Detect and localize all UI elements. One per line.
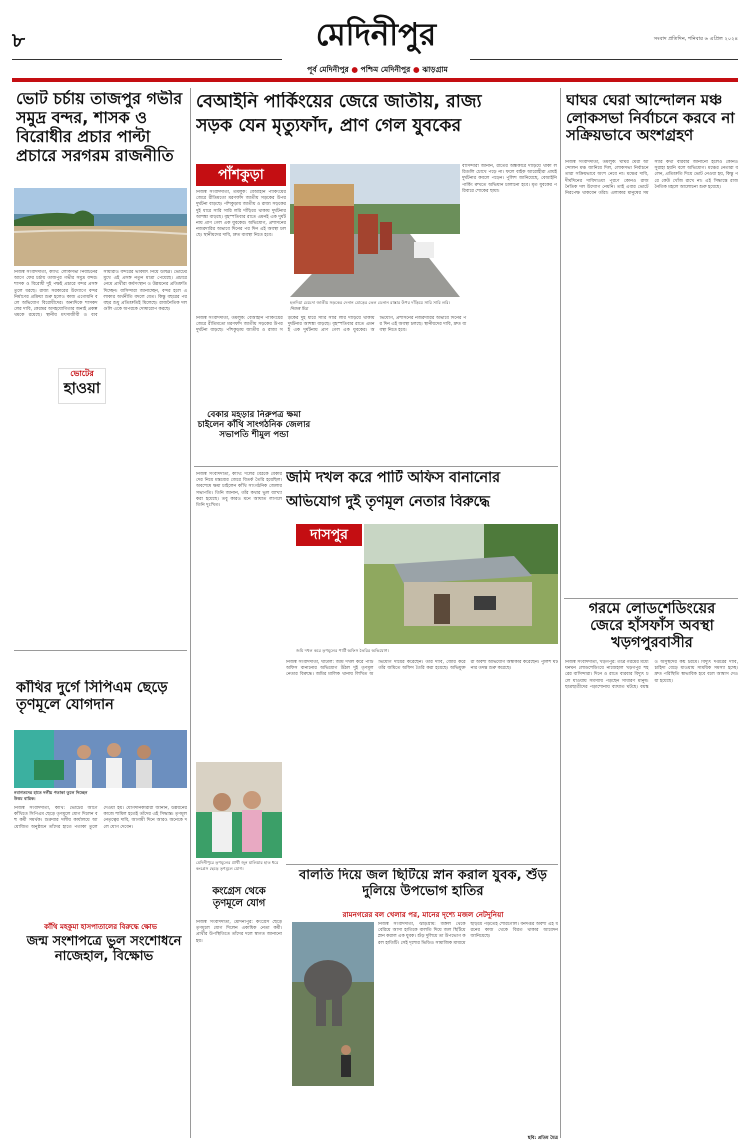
elephant-subhead: রামনগরের বল খেলার পর, মানের দৃশ্যে মজল নেটদুনিয়া <box>342 910 504 919</box>
land-headline-line2: অভিযোগ দুই তৃণমূল নেতার বিরুদ্ধে <box>286 494 490 510</box>
main-headline-line2: সড়ক যেন মৃত্যুফাঁদ, প্রাণ গেল যুবকের <box>196 116 462 136</box>
land-headline-line1: জমি দখল করে পার্টি অফিস বানানোর <box>286 470 501 486</box>
center-rule-2 <box>286 864 558 865</box>
logo-main-text: হাওয়া <box>63 379 101 397</box>
logo-top-text: ভোটের <box>70 369 94 378</box>
main-body-left: নিজস্ব সংবাদদাতা, তমলুক: বেআইনি পার্কিংয়ের জেরে রীতিমতো মরণফাঁদ জাতীয় সড়কের উপর দুর্ঘটনা বাড়ছে। পাঁশকুড়ায় জাতীয় ও রাজ্য সড়কের দুই ধারে সারি সারি লরি দাঁড়িয়ে থাকায় দুর্ঘটনার আশঙ্কা বাড়ছে। বৃহস্পতিবার রাতে এমনই এক দুর্ঘটনায় প্রাণ গেল এক যুবকের। অভিযোগ, প্রশাসনের নজরদারির অভাবে দিনের পর দিন এই অবস্থা চলছে। স্থানীয়দের দাবি, দ্রুত ব্যবস্থা নিতে হবে। <box>196 190 286 239</box>
tajpur-body: নিজস্ব সংবাদদাতা, কাঁথি: লোকসভা নির্বাচনের আগে ফের চর্চায় তাজপুর গভীর সমুদ্র বন্দর। শাসক ও বিরোধী দুই পক্ষই প্রচারে বন্দর প্রসঙ্গ তুলে ধরছে। রাজ্য সরকারের উদ্যোগে বন্দর নির্মাণের প্রক্রিয়া শুরু হলেও কাজ এগোয়নি বলে অভিযোগ বিরোধীদের। অন্যদিকে শাসকদলের দাবি, কেন্দ্রের অসহযোগিতার জন্যই প্রকল্প থমকে রয়েছে। স্থানীয় মৎস্যজীবী ও ব্যবসায়ীরাও বন্দরের ভবিষ্যৎ নিয়ে উদ্বিগ্ন। ভোটের মুখে এই প্রসঙ্গ নতুন মাত্রা পেয়েছে। প্রচারে নেমে প্রার্থীরা কর্মসংস্থান ও উন্নয়নের প্রতিশ্রুতি দিচ্ছেন। বাসিন্দারা জানাচ্ছেন, বন্দর হলে এলাকার অর্থনীতি বদলে যেত। কিন্তু বছরের পর বছর শুধু প্রতিশ্রুতিই মিলেছে। রাজনৈতিক দলগুলি একে অপরকে দোষারোপ করছে। <box>14 270 187 319</box>
divider-right <box>560 88 561 1138</box>
land-body: নিজস্ব সংবাদদাতা, ঘাটাল: জমি দখল করে পার্টি অফিস বানানোর অভিযোগ উঠল দুই তৃণমূল নেতার বিরুদ্ধে। জমির মালিক থানায় লিখিত অভিযোগ দায়ের করেছেন। তাঁর দাবি, জোর করে তাঁর জমিতে অফিস তৈরি করা হয়েছে। অভিযুক্তরা অবশ্য অভিযোগ অস্বীকার করেছেন। পুলিশ ঘটনার তদন্ত শুরু করেছে। <box>286 660 558 678</box>
section-links <box>290 64 465 77</box>
kanthi-caption: নবাগতদের হাতে দলীয় পতাকা তুলে দিচ্ছেন উত্তম বারিক। <box>14 790 88 801</box>
party-office-photo <box>364 524 558 644</box>
main-body-right: বাসিন্দারা জানান, রাতের অন্ধকারে দাঁড়িয়ে থাকা লরিগুলি চোখে পড়ে না। ফলে বাইক আরোহীরা প্রায়ই দুর্ঘটনার কবলে পড়েন। পুলিশ জানিয়েছে, বেআইনি পার্কিং রুখতে অভিযান চালানো হবে। মৃত যুবকের পরিবারে শোকের ছায়া। <box>462 164 557 194</box>
trucks-photo-caption <box>290 300 460 313</box>
bekar-body-column: নিজস্ব সংবাদদাতা, কাঁথি: দলের বৈঠকে বেকারদের নিয়ে মন্তব্যের জেরে বিতর্ক তৈরি হয়েছিল। অবশেষে ক্ষমা চাইলেন কাঁথি সাংগঠনিক জেলার সভাপতি। তিনি জানান, তাঁর কথার ভুল ব্যাখ্যা করা হয়েছে। তবু কারও মনে আঘাত লাগলে তিনি দুঃখিত। <box>196 472 282 509</box>
birth-certificate-headline: জন্ম সংশাপত্রে ভুল সংশোধনে নাজেহাল, বিক্ষোভ <box>26 934 182 965</box>
bekar-headline: বেকার মহড়ার নিরুপত্র ক্ষমা চাইলেন কাঁথি সাংগঠনিক জেলার সভাপতি শীমুল পন্ডা <box>197 410 311 441</box>
section-jhargram: ঝাড়গ্রাম <box>422 65 448 74</box>
kharagpur-body: নিজস্ব সংবাদদাতা, খড়গপুর: তীব্র গরমের মধ্যে ঘনঘন লোডশেডিংয়ে নাজেহাল খড়গপুর শহরের বাসিন্দারা। দিনে ও রাতে বারবার বিদ্যুৎ চলে যাওয়ায় সমস্যায় পড়ছেন সাধারণ মানুষ। ছাত্রছাত্রীদের পড়াশোনায় ব্যাঘাত ঘটছে। বয়স্ক ও অসুস্থদের কষ্ট চরমে। বিদ্যুৎ দপ্তরের দাবি, চাহিদা বেড়ে যাওয়ায় সাময়িক সমস্যা হচ্ছে। দ্রুত পরিস্থিতি স্বাভাবিক হবে বলে আশ্বাস দেওয়া হয়েছে। <box>565 660 738 690</box>
congress-caption: মেদিনীপুরে তৃণমূলের প্রার্থী জুন মালিয়ার হাত ধরে কংগ্রেস ছেড়ে তৃণমূলে যোগ। <box>196 860 279 871</box>
elephant-credit: ছবি: প্রতিম মৈত্র <box>527 1136 558 1141</box>
elephant-body: নিজস্ব সংবাদদাতা, ঝাড়গ্রাম: জঙ্গল থেকে বেরিয়ে আসা হাতিকে বালতি দিয়ে জল ছিটিয়ে স্নান করাল এক যুবক। শুঁড় দুলিয়ে তা উপভোগ করল হাতিটি। সেই দৃশ্যের ভিডিও সামাজিক মাধ্যমে ছড়িয়ে পড়তেই শোরগোল। বনদপ্তর অবশ্য এই ধরনের কাজ থেকে বিরত থাকার আবেদন জানিয়েছে। <box>378 922 558 946</box>
masthead-rule-right <box>470 59 738 60</box>
main-headline-line1: বেআইনি পার্কিংয়ের জেরে জাতীয়, রাজ্য <box>196 92 482 112</box>
beach-image <box>14 188 187 266</box>
right-rule-1 <box>564 598 738 599</box>
congress-headline: কংগ্রেস থেকে তৃণমূলে যোগ <box>212 886 266 909</box>
congress-joining-image <box>196 762 282 858</box>
page-number: ৮ <box>12 28 25 52</box>
center-rule-1 <box>194 466 558 467</box>
masthead-rule-left <box>12 59 282 60</box>
section-east-medinipur: পূর্ব মেদিনীপুর <box>307 65 349 74</box>
daspur-place-tag: দাসপুর <box>296 524 362 546</box>
house-image <box>364 524 558 644</box>
trucks-photo-credit: নিজস্ব চিত্র <box>290 305 308 311</box>
section-dot-1: ● <box>351 65 358 74</box>
section-dot-2: ● <box>413 65 420 74</box>
congress-photo <box>196 762 282 858</box>
trucks-photo <box>290 164 460 297</box>
joining-event-image <box>14 730 187 788</box>
kanthi-headline: কাঁথির দুর্গে সিপিএম ছেড়ে তৃণমূলে যোগদান <box>16 680 168 714</box>
elephant-image <box>292 922 374 1086</box>
party-office-caption: জমি দখল করে তৃণমূলের পার্টি অফিস তৈরির অভিযোগ। <box>296 648 390 653</box>
dateline: সংবাদ প্রতিদিন, শনিবার ৬ এপ্রিল ২০২৪ <box>653 36 738 42</box>
tajpur-headline: ভোট চর্চায় তাজপুর গভীর সমুদ্র বন্দর, শাসক ও বিরোধীর প্রচার পাল্টা প্রচারে সরগরম রাজনীতি <box>16 90 183 165</box>
ghaghar-headline: ঘাঘর ঘেরা আন্দোলন মঞ্চ লোকসভা নির্বাচনে করবে না সক্রিয়ভাবে অংশগ্রহণ <box>566 92 735 145</box>
kanthi-body: নিজস্ব সংবাদদাতা, কাঁথি: ভোটের আগে কাঁথিতে সিপিএম ছেড়ে তৃণমূলে যোগ দিলেন বহু কর্মী সমর্থক। শুক্রবার দলীয় কার্যালয়ে আয়োজিত অনুষ্ঠানে তাঁদের হাতে পতাকা তুলে দেওয়া হয়। যোগদানকারীরা জানান, উন্নয়নের কাজে শামিল হতেই তাঁদের এই সিদ্ধান্ত। তৃণমূল নেতৃত্বের দাবি, আগামী দিনে আরও অনেকে দলে যোগ দেবেন। <box>14 806 187 830</box>
bhoter-hawa-logo <box>58 368 106 404</box>
congress-body: নিজস্ব সংবাদদাতা, মেদিনীপুর: কংগ্রেস ছেড়ে তৃণমূলে যোগ দিলেন একাধিক নেতা কর্মী। প্রার্থীর উপস্থিতিতে তাঁদের দলে স্বাগত জানানো হয়। <box>196 920 282 944</box>
panskura-place-tag: পাঁশকুড়া <box>196 164 286 186</box>
kanthi-photo <box>14 730 187 788</box>
main-body-continued: নিজস্ব সংবাদদাতা, তমলুক: বেআইনি পার্কিংয়ের জেরে রীতিমতো মরণফাঁদ জাতীয় সড়কের উপর দুর্ঘটনা বাড়ছে। পাঁশকুড়ায় জাতীয় ও রাজ্য সড়কের দুই ধারে সারি সারি লরি দাঁড়িয়ে থাকায় দুর্ঘটনার আশঙ্কা বাড়ছে। বৃহস্পতিবার রাতে এমনই এক দুর্ঘটনায় প্রাণ গেল এক যুবকের। অভিযোগ, প্রশাসনের নজরদারির অভাবে দিনের পর দিন এই অবস্থা চলছে। স্থানীয়দের দাবি, দ্রুত ব্যবস্থা নিতে হবে। <box>196 316 467 334</box>
kanthi-kicker: কাঁথি মহকুমা হাসপাতালের বিরুদ্ধে ক্ষোভ <box>44 923 157 931</box>
trucks-image <box>290 164 460 297</box>
elephant-headline: বালতি দিয়ে জল ছিটিয়ে স্নান করাল যুবক, শুঁড় দুলিয়ে উপভোগ হাতির <box>298 868 548 899</box>
masthead-title: মেদিনীপুর <box>315 17 437 53</box>
masthead-red-bar <box>12 78 738 82</box>
section-west-medinipur: পশ্চিম মেদিনীপুর <box>360 65 411 74</box>
ghaghar-body: নিজস্ব সংবাদদাতা, তমলুক: ঘাঘর ঘেরা আন্দোলন মঞ্চ জানিয়ে দিল, লোকসভা নির্বাচনে তারা সক্রিয়ভাবে অংশ নেবে না। মঞ্চের দাবি, দীর্ঘদিনের দাবিদাওয়া পূরণে কোনও রাজনৈতিক দল উদ্যোগ নেয়নি। তাই এবার ভোটে নিরপেক্ষ থাকবেন তাঁরা। এলাকার মানুষের সমস্যার কথা বারবার জানানো হলেও কোনও সুরাহা হয়নি বলে অভিযোগ। মঞ্চের নেতারা বলেন, প্রতিশ্রুতি দিয়ে ভোট নেওয়া হয়, কিন্তু পরে কেউ খোঁজ রাখে না। এই সিদ্ধান্তে রাজনৈতিক মহলে আলোচনা শুরু হয়েছে। <box>565 160 738 197</box>
elephant-photo <box>292 922 374 1086</box>
left-rule-1 <box>14 650 187 651</box>
kharagpur-headline: গরমে লোডশেডিংয়ের জেরে হাঁসফাঁস অবস্থা খড়গপুরবাসীর <box>588 600 716 652</box>
tajpur-beach-photo <box>14 188 187 266</box>
trucks-caption-text: হলদিয়া মেচেদা জাতীয় সড়কের দেনান মোড়ের তেল ডেনান রাস্তার উপর দাঁড়িয়ে সারি সারি লরি। <box>290 300 451 305</box>
divider-left <box>190 88 191 1138</box>
